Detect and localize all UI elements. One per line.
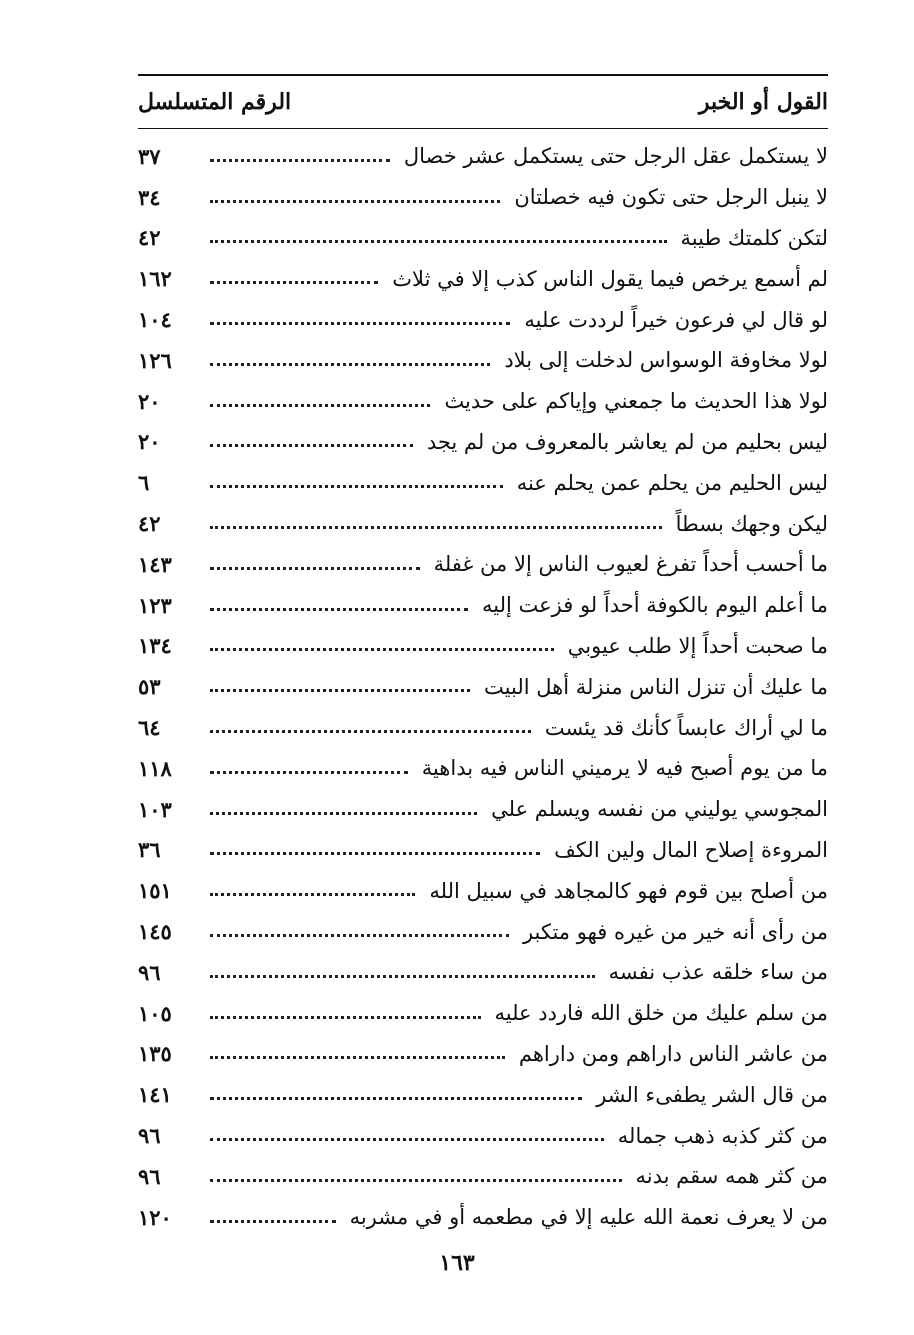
index-entry — [138, 789, 828, 830]
index-entry — [138, 177, 828, 218]
dot-leader — [210, 159, 390, 162]
entry-text: من أصلح بين قوم فهو كالمجاهد في سبيل الله — [429, 878, 828, 903]
dot-leader — [210, 812, 477, 815]
dot-leader — [210, 893, 415, 896]
dot-leader — [210, 1138, 604, 1141]
index-entry — [138, 218, 828, 259]
entry-number: ٩٦ — [138, 1163, 161, 1189]
index-entry — [138, 870, 828, 911]
entry-text: لولا هذا الحديث ما جمعني وإياكم على حديث — [444, 389, 828, 414]
dot-leader — [210, 240, 667, 243]
entry-number: ١٣٥ — [138, 1041, 172, 1067]
entry-number: ١٢٠ — [138, 1204, 172, 1230]
header-saying-label: القول أو الخبر — [698, 89, 828, 115]
entry-text: المجوسي يوليني من نفسه ويسلم علي — [491, 797, 828, 822]
dot-leader — [210, 485, 503, 488]
entry-number: ٤٢ — [138, 225, 161, 251]
entry-text: من عاشر الناس داراهم ومن داراهم — [518, 1041, 828, 1066]
index-entry — [138, 707, 828, 748]
dot-leader — [210, 281, 378, 284]
entry-number: ٣٧ — [138, 143, 161, 169]
dot-leader — [210, 1056, 505, 1059]
dot-leader — [210, 975, 595, 978]
entry-text: المروءة إصلاح المال ولين الكف — [554, 837, 828, 862]
entry-number: ١٤٣ — [138, 551, 172, 577]
entry-number: ١٢٦ — [138, 347, 172, 373]
entry-text: ما من يوم أصبح فيه لا يرميني الناس فيه بداهية — [421, 756, 828, 781]
index-entry — [138, 1156, 828, 1197]
dot-leader — [210, 730, 531, 733]
entry-number: ٩٦ — [138, 1123, 161, 1149]
entry-number: ٦ — [138, 470, 150, 496]
index-entry — [138, 1034, 828, 1075]
index-entry — [138, 1115, 828, 1156]
entry-number: ٢٠ — [138, 388, 161, 414]
entry-text: ما صحبت أحداً إلا طلب عيوبي — [567, 633, 828, 658]
entry-number: ٤٢ — [138, 511, 161, 537]
dot-leader — [210, 1097, 582, 1100]
header-serial-number-label: الرقم المتسلسل — [138, 89, 292, 115]
index-entry — [138, 422, 828, 463]
dot-leader — [210, 934, 509, 937]
entry-number: ١٠٤ — [138, 307, 172, 333]
dot-leader — [210, 1016, 481, 1019]
index-entry — [138, 381, 828, 422]
entry-number: ١٤١ — [138, 1082, 172, 1108]
entry-text: لم أسمع يرخص فيما يقول الناس كذب إلا في ثلاث — [392, 266, 828, 291]
dot-leader — [210, 200, 500, 203]
dot-leader — [210, 363, 490, 366]
entry-text: من لا يعرف نعمة الله عليه إلا في مطعمه أو في مشربه — [349, 1205, 828, 1230]
entry-number: ١٥١ — [138, 878, 172, 904]
entry-text: ليس بحليم من لم يعاشر بالمعروف من لم يجد — [426, 429, 828, 454]
entry-number: ١٠٥ — [138, 1000, 172, 1026]
index-entry — [138, 1074, 828, 1115]
entry-number: ٣٦ — [138, 837, 161, 863]
entry-number: ٣٤ — [138, 184, 161, 210]
index-entry — [138, 299, 828, 340]
index-entry — [138, 626, 828, 667]
index-entry — [138, 993, 828, 1034]
entry-number: ٦٤ — [138, 715, 161, 741]
index-entry — [138, 258, 828, 299]
top-rule — [138, 74, 828, 76]
entry-number: ٢٠ — [138, 429, 161, 455]
entry-text: من كثر كذبه ذهب جماله — [617, 1123, 828, 1148]
entry-number: ١١٨ — [138, 755, 172, 781]
index-entry — [138, 340, 828, 381]
entry-text: من كثر همه سقم بدنه — [635, 1164, 828, 1189]
entry-number: ٩٦ — [138, 959, 161, 985]
index-entry — [138, 1197, 828, 1238]
entry-text: لا ينبل الرجل حتى تكون فيه خصلتان — [514, 185, 828, 210]
entry-number: ١٣٤ — [138, 633, 172, 659]
index-entry — [138, 748, 828, 789]
entry-text: ليس الحليم من يحلم عمن يحلم عنه — [516, 470, 828, 495]
entry-text: ما عليك أن تنزل الناس منزلة أهل البيت — [484, 674, 828, 699]
entry-number: ١٠٣ — [138, 796, 172, 822]
index-entry — [138, 911, 828, 952]
index-entry — [138, 136, 828, 177]
dot-leader — [210, 444, 413, 447]
index-entry — [138, 830, 828, 871]
entry-text: ما أعلم اليوم بالكوفة أحداً لو فزعت إليه — [482, 593, 828, 618]
entry-number: ٥٣ — [138, 674, 161, 700]
dot-leader — [210, 608, 468, 611]
entry-number: ١٦٢ — [138, 266, 172, 292]
table-header — [138, 80, 828, 124]
entry-text: من رأى أنه خير من غيره فهو متكبر — [522, 919, 828, 944]
entry-text: لتكن كلمتك طيبة — [680, 225, 828, 250]
index-entry — [138, 585, 828, 626]
entry-text: لا يستكمل عقل الرجل حتى يستكمل عشر خصال — [403, 144, 828, 169]
entry-text: من قال الشر يطفىء الشر — [596, 1082, 828, 1107]
entry-text: ما أحسب أحداً تفرغ لعيوب الناس إلا من غفلة — [433, 552, 828, 577]
dot-leader — [210, 526, 662, 529]
index-entry — [138, 462, 828, 503]
entry-text: من سلم عليك من خلق الله فاردد عليه — [494, 1001, 828, 1026]
dot-leader — [210, 771, 408, 774]
entry-text: ما لي أراك عابساً كأنك قد يئست — [544, 715, 828, 740]
dot-leader — [210, 689, 470, 692]
entry-number: ١٢٣ — [138, 592, 172, 618]
dot-leader — [210, 852, 540, 855]
index-entry — [138, 666, 828, 707]
dot-leader — [210, 567, 420, 570]
header-rule — [138, 128, 828, 129]
index-entry — [138, 503, 828, 544]
index-entry — [138, 544, 828, 585]
entry-text: ليكن وجهك بسطاً — [675, 511, 828, 536]
entry-text: لولا مخاوفة الوسواس لدخلت إلى بلاد — [504, 348, 828, 373]
dot-leader — [210, 648, 554, 651]
entry-text: لو قال لي فرعون خيراً لرددت عليه — [524, 307, 828, 332]
entry-text: من ساء خلقه عذب نفسه — [608, 960, 828, 985]
index-entries-list — [138, 136, 828, 1238]
dot-leader — [210, 1220, 336, 1223]
entry-number: ١٤٥ — [138, 919, 172, 945]
page-number: ١٦٣ — [439, 1250, 475, 1276]
dot-leader — [210, 404, 430, 407]
dot-leader — [210, 1179, 622, 1182]
dot-leader — [210, 322, 510, 325]
index-entry — [138, 952, 828, 993]
